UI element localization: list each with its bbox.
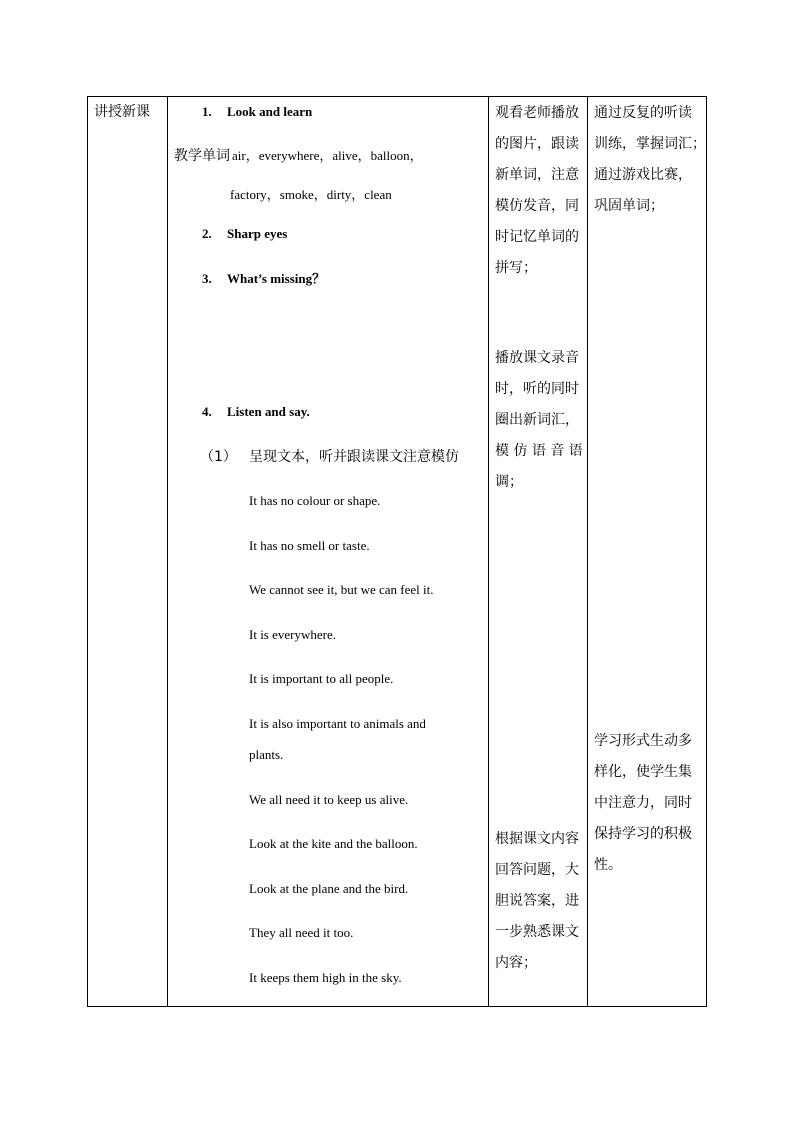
item2-title: Sharp eyes [227, 226, 288, 241]
activity-3-line: 胆说答案，进 [495, 893, 579, 909]
activity-1-line: 观看老师播放 [495, 105, 579, 121]
vocab-label: 教学单词 [174, 148, 230, 164]
activity-3-line: 根据课文内容 [495, 831, 579, 847]
activity-1-line: 的图片，跟读 [495, 136, 579, 152]
activity-3-line: 回答问题，大 [495, 862, 579, 878]
item3-title: What’s missing？ [227, 271, 326, 286]
section-label: 讲授新课 [94, 104, 150, 120]
activity-2-line: 调； [495, 474, 523, 490]
text-line: plants. [249, 747, 284, 762]
activity-3-line: 一步熟悉课文 [495, 924, 579, 940]
table-border-left [87, 96, 88, 1007]
activity-2-line: 时，听的同时 [495, 381, 579, 397]
purpose-1-line: 训练，掌握词汇； [594, 136, 706, 152]
item4-number: 4. [202, 404, 212, 419]
item4-title: Listen and say. [227, 404, 310, 419]
sub1-number: （1） [200, 449, 237, 465]
table-border-top [87, 96, 707, 97]
table-divider-1 [167, 96, 168, 1007]
text-line: It is everywhere. [249, 627, 336, 642]
vocab-line-1: air，everywhere，alive，balloon， [232, 148, 423, 163]
purpose-2-line: 中注意力，同时 [594, 795, 692, 811]
purpose-1-line: 通过反复的听读 [594, 105, 692, 121]
purpose-2-line: 保持学习的积极 [594, 826, 692, 842]
activity-2-line: 模 仿 语 音 语 [495, 443, 583, 459]
text-line: It has no smell or taste. [249, 538, 370, 553]
vocab-line-2: factory，smoke，dirty，clean [230, 187, 392, 202]
text-line: It is important to all people. [249, 671, 394, 686]
activity-1-line: 时记忆单词的 [495, 229, 579, 245]
text-line: Look at the plane and the bird. [249, 881, 409, 896]
text-line: We cannot see it, but we can feel it. [249, 582, 434, 597]
activity-2-line: 圈出新词汇， [495, 412, 579, 428]
table-border-right [706, 96, 707, 1007]
purpose-2-line: 学习形式生动多 [594, 733, 692, 749]
item3-number: 3. [202, 271, 212, 286]
activity-3-line: 内容； [495, 955, 537, 971]
purpose-1-line: 巩固单词； [594, 198, 664, 214]
item1-title: Look and learn [227, 104, 313, 119]
text-line: They all need it too. [249, 925, 354, 940]
text-line: It has no colour or shape. [249, 493, 381, 508]
activity-1-line: 模仿发音，同 [495, 198, 579, 214]
text-line: Look at the kite and the balloon. [249, 836, 418, 851]
activity-1-line: 新单词，注意 [495, 167, 579, 183]
item1-number: 1. [202, 104, 212, 119]
purpose-1-line: 通过游戏比赛， [594, 167, 692, 183]
text-line: We all need it to keep us alive. [249, 792, 409, 807]
purpose-2-line: 样化，使学生集 [594, 764, 692, 780]
table-divider-2 [488, 96, 489, 1007]
table-border-bottom [87, 1006, 707, 1007]
item2-number: 2. [202, 226, 212, 241]
purpose-2-line: 性。 [594, 857, 622, 873]
text-line: It is also important to animals and [249, 716, 426, 731]
activity-2-line: 播放课文录音 [495, 350, 579, 366]
text-line: It keeps them high in the sky. [249, 970, 402, 985]
sub1-text: 呈现文本，听并跟读课文注意模仿 [249, 449, 459, 465]
table-divider-3 [587, 96, 588, 1007]
activity-1-line: 拼写； [495, 260, 537, 276]
